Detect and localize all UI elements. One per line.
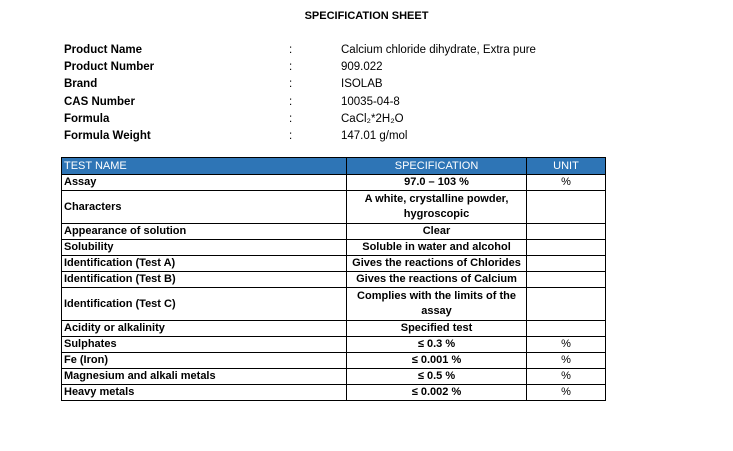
test-name-cell: Solubility xyxy=(62,240,347,256)
test-name-cell: Sulphates xyxy=(62,337,347,353)
unit-cell xyxy=(527,256,606,272)
test-name-cell: Identification (Test B) xyxy=(62,272,347,288)
specification-cell: Clear xyxy=(347,224,527,240)
unit-cell xyxy=(527,321,606,337)
table-row xyxy=(62,256,606,272)
formula-value: CaCl₂*2H₂O xyxy=(341,112,404,125)
specification-cell: Complies with the limits of the assay xyxy=(347,288,527,321)
test-name-cell: Appearance of solution xyxy=(62,224,347,240)
table-row xyxy=(62,321,606,337)
cas-number-label: CAS Number xyxy=(64,95,135,108)
formula-weight-value: 147.01 g/mol xyxy=(341,129,408,142)
unit-cell xyxy=(527,224,606,240)
test-name-cell: Assay xyxy=(62,175,347,191)
cas-number-value: 10035-04-8 xyxy=(341,95,400,108)
separator-colon: : xyxy=(289,78,293,91)
table-row xyxy=(62,369,606,385)
formula-weight-label: Formula Weight xyxy=(64,129,151,142)
test-name-cell: Characters xyxy=(62,191,347,224)
table-header-row xyxy=(62,158,606,175)
test-name-cell: Heavy metals xyxy=(62,385,347,401)
table-row xyxy=(62,175,606,191)
product-name-value: Calcium chloride dihydrate, Extra pure xyxy=(341,44,536,56)
formula-label: Formula xyxy=(64,112,110,125)
table-row xyxy=(62,240,606,256)
separator-colon: : xyxy=(289,61,293,74)
header-specification: SPECIFICATION xyxy=(347,158,527,175)
table-row xyxy=(62,272,606,288)
test-name-cell: Magnesium and alkali metals xyxy=(62,369,347,385)
table-row xyxy=(62,353,606,369)
test-name-cell: Identification (Test A) xyxy=(62,256,347,272)
specification-cell: ≤ 0.001 % xyxy=(347,353,527,369)
product-number-label: Product Number xyxy=(64,61,155,74)
product-number-value: 909.022 xyxy=(341,61,383,74)
table-row xyxy=(62,191,606,224)
unit-cell: % xyxy=(527,353,606,369)
specification-cell: 97.0 – 103 % xyxy=(347,175,527,191)
separator-colon: : xyxy=(289,44,293,56)
unit-cell xyxy=(527,191,606,224)
table-row xyxy=(62,385,606,401)
specification-cell: Gives the reactions of Chlorides xyxy=(347,256,527,272)
specification-cell: Specified test xyxy=(347,321,527,337)
unit-cell: % xyxy=(527,175,606,191)
test-name-cell: Fe (Iron) xyxy=(62,353,347,369)
product-name-label: Product Name xyxy=(64,44,142,56)
specification-cell: A white, crystalline powder, hygroscopic xyxy=(347,191,527,224)
separator-colon: : xyxy=(289,95,293,108)
table-row xyxy=(62,224,606,240)
brand-value: ISOLAB xyxy=(341,78,383,91)
unit-cell: % xyxy=(527,385,606,401)
unit-cell: % xyxy=(527,369,606,385)
table-row xyxy=(62,337,606,353)
specification-cell: Soluble in water and alcohol xyxy=(347,240,527,256)
separator-colon: : xyxy=(289,112,293,125)
specification-cell: ≤ 0.5 % xyxy=(347,369,527,385)
table-row xyxy=(62,288,606,321)
unit-cell xyxy=(527,288,606,321)
unit-cell: % xyxy=(527,337,606,353)
specification-table xyxy=(61,157,606,401)
specification-cell: ≤ 0.3 % xyxy=(347,337,527,353)
header-test-name: TEST NAME xyxy=(62,158,347,175)
unit-cell xyxy=(527,240,606,256)
separator-colon: : xyxy=(289,129,293,142)
page-title: SPECIFICATION SHEET xyxy=(304,10,429,22)
test-name-cell: Acidity or alkalinity xyxy=(62,321,347,337)
unit-cell xyxy=(527,272,606,288)
header-unit: UNIT xyxy=(527,158,606,175)
test-name-cell: Identification (Test C) xyxy=(62,288,347,321)
specification-cell: Gives the reactions of Calcium xyxy=(347,272,527,288)
specification-cell: ≤ 0.002 % xyxy=(347,385,527,401)
brand-label: Brand xyxy=(64,78,98,91)
